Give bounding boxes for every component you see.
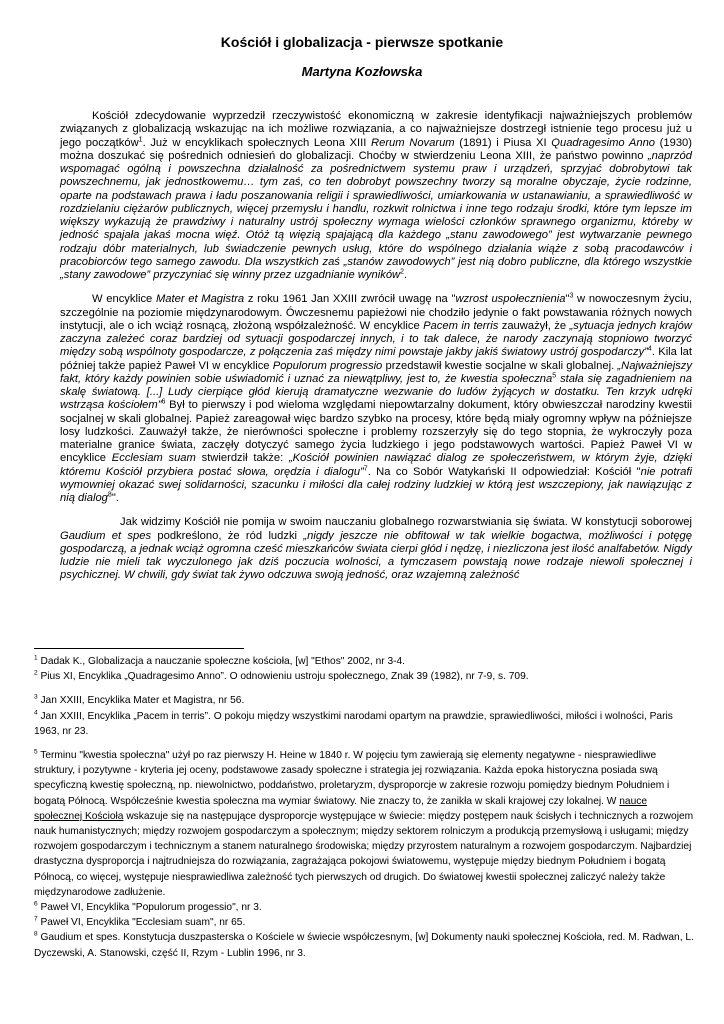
italic-run: Mater et Magistra — [155, 293, 245, 306]
text-run: Kościół zdecydowanie wyprzedził rzeczywistość ekonomiczną w zakresie identyfikacji najważniejszych problemów związanych z globalizacją wskazując na ich możliwe rozwiązania, a co najważniejsze dostrzegł istnienie tego procesu już u jego początków — [60, 110, 692, 149]
text-run: . Już w encyklikach społecznych Leona XIII — [142, 136, 372, 149]
text-run: . Kila lat później także papież Paweł VI w encyklice — [60, 346, 693, 372]
footnote-text: wskazuje się na następujące dysproporcje występujące w świecie: między postępem nauk ścisłych i technicznych a rozwojem nauk humanistycznych; między rozwojem gospodarczym a społecznym; między sektorem rolniczym a produkcją przemysłową i usługami; między rozwojem gospodarczym i technicznym a stanem naturalnego środowiska; między przyrostem naturalnym a rozwojem gospodarczym. Najbardziej drastyczna dysproporcja i najtrudniejsza do rozwiązania, zagrażająca pokojowi światowemu, występuje między biednym Południem i bogatą Północą, co więcej, występuje niesprawiedliwa zależność tych pierwszych od drugich. Do światowej kwestii społecznej zaliczyć należy także międzynarodowe zadłużenie. — [34, 810, 694, 898]
footnote-text: Pius XI, Encyklika „Quadragesimo Anno”. O odnowieniu ustroju społecznego, Znak 39 (1982), nr 7-9, s. 709. — [37, 671, 529, 683]
footnote-3 — [34, 693, 694, 708]
quote-run: „Kościół powinien nawiązać dialog ze społeczeństwem, w którym żyje, dzięki któremu Kościół przybiera postać słowa, orędzia i dialogu” — [60, 452, 692, 478]
footnote-ref-3: 3 — [569, 292, 574, 300]
footnotes-section — [34, 654, 694, 961]
italic-run: Ecclesiam suam — [111, 452, 196, 465]
footnote-ref-1: 1 — [138, 135, 143, 143]
footnote-ref-2: 2 — [400, 268, 405, 276]
footnote-1 — [34, 654, 694, 669]
text-run: . — [404, 269, 408, 281]
document-title: Kościół i globalizacja - pierwsze spotkanie — [220, 34, 504, 50]
text-run: Był to pierwszy i pod wieloma względami niepowtarzalny dokument, który obwieszczał narodziny kwestii socjalnej w skali globalnej. Papież zareagował więc bardzo szybko na procesy, które będą miały ogromny wpływ na późniejsze losy ludzkości. Zauważył także, że nierówności społeczne i problemy rozszerzyły się do tego stopnia, że wykroczyły poza materialne granice świata, zaczęły dotyczyć samego życia ludzkiego i jego podstawowych wartości. Papież Paweł VI w encyklice — [60, 399, 692, 465]
footnote-4 — [34, 709, 694, 739]
footnote-text: Paweł VI, Encyklika "Ecclesiam suam", nr 65. — [37, 917, 246, 929]
footnote-6 — [34, 900, 694, 915]
footnote-link[interactable]: nauce społecznej Kościoła — [34, 795, 648, 822]
quote-run: stała się zagadnieniem na skalę światową. [...] Ludy cierpiące głód kierują dramatyczne wezwanie do ludów żyjących w dostatku. Ten krzyk udręki wstrząsa kościołem” — [60, 372, 692, 412]
footnote-number: 2 — [34, 669, 38, 677]
italic-run: Populorum progressio — [272, 359, 383, 372]
footnote-separator — [34, 648, 244, 649]
text-run: ". — [111, 492, 119, 504]
text-run: zauważył, że — [498, 319, 570, 332]
footnote-2 — [34, 669, 694, 684]
quote-run: „naprzód wspomagać ogólną i powszechna działalność za pośrednictwem systemu praw i urządzeń, sprzyjać dobrobytowi tak powszechnemu, jak jednostkowemu… tym zaś, co ten dobrobyt powszechny tworzy są moralne obyczaje, życie rodzinne, oparte na podstawach prawa i ładu poszanowania religii i sprawiedliwości, umiarkowania w ustanawianiu, a sprawiedliwość w rozdzielaniu ciężarów publicznych, więcej przemysłu i handlu, rozkwit rolnictwa i inne tego rodzaju środki, które tym lepsze im większy wykazują że prawdziwy i naturalny ustrój społeczny wymaga wielości członków sprawnego organizmu, któreby w jedność spajała jakaś mocna więź. Otóż tą więzią spajającą dla każdego „stanu zawodowego” jest wytwarzanie pewnego rodzaju dóbr materialnych, lub świadczenie pewnych usług, które do wspólnego działania wiąże z sobą pracodawców i pracobiorców tego samego zawodu. Dla wszystkich zaś „stanów zawodowych” jest nią dobro publiczne, dla którego wszystkie „stany zawodowe” przyczyniać się winny przez uzgadnianie wyników — [60, 149, 692, 281]
quote-run: „sytuacja jednych krajów zaczyna zależeć coraz bardziej od sytuacji gospodarczej innych, i to tak dalece, że narody zaczynają stopniowo tworzyć między sobą wspólnoty gospodarcze, z połączenia zaś między nimi powstaje jakby jakiś światowy ustrój gospodarczy” — [60, 319, 692, 359]
text-run: (1930) można doszukać się pośrednich odniesień do globalizacji. Choćby w stwierdzeniu Leona XIII, że państwo powinno — [60, 136, 693, 162]
main-text — [60, 110, 692, 583]
footnote-number: 7 — [34, 915, 38, 923]
paragraph-2 — [60, 293, 692, 505]
footnote-number: 1 — [34, 654, 38, 662]
italic-run: wzrost uspołecznienia — [455, 293, 566, 306]
footnote-8 — [34, 930, 694, 960]
footnote-text: Terminu "kwestia społeczna" użył po raz pierwszy H. Heine w 1840 r. W pojęciu tym zawierają się elementy negatywne - niesprawiedliwe struktury, i pozytywne - kryteria jej oceny, podstawowe zasady społeczne i strategia jej rozwiązania. Każda epoka historyczna posiada swą specyficzną kwestię społeczną, np. niewolnictwo, poddaństwo, proletaryzm, dysproporcje w zakresie rozwoju pomiędzy biednym Południem i bogatą Północą. Współcześnie kwestia społeczna ma wymiar światowy. Nie znaczy to, że zanikła w skali krajowej czy lokalnej. W — [34, 750, 670, 807]
footnote-7 — [34, 915, 694, 930]
footnote-text: Jan XXIII, Encyklika „Pacem in terris”. O pokoju między wszystkimi narodami opartym na prawdzie, sprawiedliwości, miłości i wolności, Paris 1963, nr 23. — [34, 710, 673, 737]
footnote-number: 4 — [34, 709, 38, 717]
text-run: podkreślono, że ród ludzki — [151, 529, 304, 542]
paragraph-1 — [60, 110, 692, 282]
text-run: z roku 1961 Jan XXIII zwrócił uwagę na " — [244, 293, 456, 306]
quote-run: „nigdy jeszcze nie obfitował w tak wielkie bogactwa, możliwości i potęgę gospodarczą, a jednak wciąż ogromna cześć mieszkańców świata cierpi głód i nędzę, i niezliczona jest ilość analfabetów. Nigdy ludzie nie mieli tak wyczulonego jak dziś poczucia wolności, a tymczasem powstają nowe rodzaje niewoli społecznej i psychicznej. W chwili, gdy świat tak żywo odczuwa swoją jedność, oraz wzajemną zależność — [60, 529, 692, 582]
footnote-text: Paweł VI, Encyklika "Populorum progessio", nr 3. — [37, 902, 262, 914]
footnote-text: Dadak K., Globalizacja a nauczanie społeczne kościoła, [w] "Ethos" 2002, nr 3-4. — [37, 656, 406, 667]
quote-run: „Najważniejszy fakt, który każdy powinien sobie uświadomić i uznać za niewątpliwy, jest to, że kwestia społeczna — [60, 359, 692, 385]
quote-run: nie potrafi wymowniej okazać swej solidarności, szacunku i miłości dla całej rodziny ludzkiej w którą jest wszczepiony, jak nawiązując z nią dialog — [60, 465, 692, 504]
footnote-5 — [34, 748, 694, 900]
footnote-ref-4: 4 — [647, 345, 652, 353]
footnote-text: Gaudium et spes. Konstytucja duszpasterska o Kościele w świecie współczesnym, [w] Dokumenty nauki społecznej Kościoła, red. M. Radwan, L. Dyczewski, A. Stanowski, część II, Rzym - Lublin 1996, nr 3. — [34, 932, 694, 959]
document-author: Martyna Kozłowska — [301, 64, 423, 79]
footnote-number: 3 — [34, 694, 38, 702]
italic-run: Quadragesimo Anno — [551, 136, 656, 149]
text-run: Jak widzimy Kościół nie pomija w swoim nauczaniu globalnego rozwarstwiania się świata. W konstytucji soborowej — [120, 516, 692, 529]
italic-run: Rerum Novarum — [371, 136, 455, 149]
italic-run: Pacem in terris — [423, 319, 499, 332]
footnote-text: Jan XXIII, Encyklika Mater et Magistra, nr 56. — [37, 695, 245, 707]
text-run: w nowoczesnym życiu, szczególnie na poziomie międzynarodowym. Ówczesnemu papieżowi nie chodziło jedynie o fakt powstawania różnych nowych instytucji, ale o ich wciąż rosnącą, złożoną współzależność. W encyklice — [60, 293, 692, 332]
footnote-ref-5: 5 — [552, 372, 557, 380]
text-run: . Na co Sobór Watykański II odpowiedział: Kościół " — [367, 465, 641, 478]
footnote-number: 5 — [34, 748, 38, 756]
paragraph-3 — [60, 516, 692, 582]
italic-run: Gaudium et spes — [60, 529, 152, 542]
text-run: " — [565, 293, 570, 306]
footnote-ref-7: 7 — [363, 464, 368, 472]
footnote-ref-6: 6 — [161, 398, 166, 406]
text-run: (1891) i Piusa XI — [454, 136, 552, 149]
text-run: przedstawił kwestie socjalne w skali globalnej. — [382, 359, 618, 372]
text-run: W encyklice — [92, 293, 156, 306]
footnote-ref-8: 8 — [107, 491, 112, 499]
footnote-number: 6 — [34, 900, 38, 908]
text-run: stwierdził także: — [195, 452, 289, 465]
footnote-number: 8 — [34, 931, 38, 939]
